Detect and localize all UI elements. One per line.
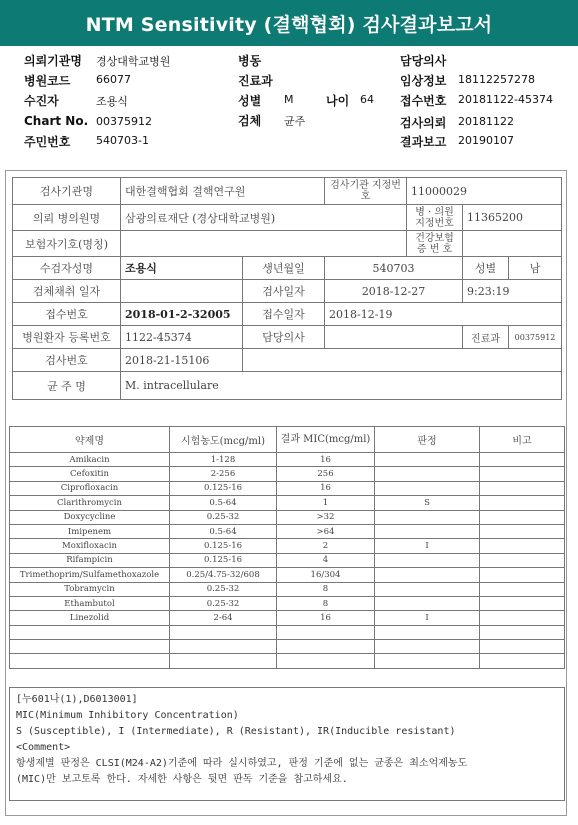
remark-cell [480, 539, 565, 553]
test-range-cell: 1-128 [170, 453, 277, 467]
department-label: 진료과 [238, 74, 273, 88]
lab-id-label: 검사기관 지정번호 [325, 178, 407, 205]
drug-name-cell [10, 640, 170, 654]
remark-cell [480, 453, 565, 467]
remark-cell [480, 553, 565, 567]
resident-no-label: 주민번호 [24, 135, 71, 149]
interpretation-cell [375, 640, 480, 654]
drug-name-cell: Trimethoprim/Sulfamethoxazole [10, 568, 170, 582]
table-row [10, 582, 565, 596]
header-row-4 [0, 114, 578, 132]
interpretation-cell [375, 467, 480, 481]
patient-registration-value: 1122-45374 [121, 326, 243, 349]
results-header-row [10, 427, 565, 453]
chart-no-value: 00375912 [96, 115, 152, 128]
birth-date-value: 540703 [325, 257, 463, 280]
table-row [10, 481, 565, 495]
receipt-date-label: 접수일자 [243, 303, 325, 326]
table-row [10, 553, 565, 567]
patient-registration-label: 병원환자 등록번호 [13, 326, 121, 349]
header-row-1 [0, 52, 578, 70]
note-legend: S (Susceptible), I (Intermediate), R (Resistant), IR(Inducible resistant) [16, 726, 456, 737]
collection-date-label: 검체채취 일자 [13, 280, 121, 303]
request-hospital-value: 삼광의료재단 (경상대학교병원) [121, 205, 407, 231]
doctor-label: 담당의사 [400, 54, 447, 68]
hospital-code-label: 병원코드 [24, 74, 71, 88]
mic-cell: >32 [277, 510, 375, 524]
resident-no-value: 540703-1 [96, 134, 149, 147]
clinical-info-value: 18112257278 [458, 73, 535, 86]
header-row-2 [0, 72, 578, 90]
remark-cell [480, 496, 565, 510]
interpretation-cell: I [375, 539, 480, 553]
report-date-label: 결과보고 [400, 135, 447, 149]
interpretation-cell [375, 582, 480, 596]
test-range-cell [170, 640, 277, 654]
scanned-report-sheet [5, 170, 567, 816]
age-label: 나이 [326, 94, 350, 108]
test-date-value: 2018-12-27 [325, 280, 463, 303]
patient-header [0, 52, 578, 152]
drug-name-cell: Clarithromycin [10, 496, 170, 510]
mic-cell [277, 625, 375, 639]
request-date-value: 20181122 [458, 115, 514, 128]
test-range-cell [170, 625, 277, 639]
table-row [10, 640, 565, 654]
hospital-value: 경상대학교병원 [96, 55, 171, 68]
mic-cell: 16 [277, 481, 375, 495]
note-code: [누601나(1),D6013001] [16, 694, 138, 705]
note-comment-line-1: 항생제별 판정은 CLSI(M24-A2)기준에 따라 실시하였고, 판정 기준에 없는 균종은 최소억제농도 [16, 758, 468, 769]
test-time-value: 9:23:19 [463, 280, 562, 303]
drug-name-cell [10, 654, 170, 668]
drug-name-cell: Doxycycline [10, 510, 170, 524]
note-mic-definition: MIC(Minimum Inhibitory Concentration) [16, 710, 239, 721]
interpretation-cell [375, 553, 480, 567]
table-row [10, 524, 565, 538]
species-label: 균 주 명 [13, 372, 121, 400]
test-no-label: 검사번호 [13, 349, 121, 372]
hospital-code-value: 66077 [96, 73, 131, 86]
remark-cell [480, 596, 565, 610]
hospital-id-value: 11365200 [463, 205, 562, 231]
sex-value-cell: 남 [509, 257, 562, 280]
mic-cell [277, 640, 375, 654]
patient-label: 수진자 [24, 94, 59, 108]
remark-cell [480, 611, 565, 625]
table-row [10, 539, 565, 553]
attending-doctor-label: 담당의사 [243, 326, 325, 349]
note-comment-heading: <Comment> [16, 742, 71, 753]
remark-cell [480, 640, 565, 654]
table-row [10, 568, 565, 582]
test-range-header: 시험농도(mcg/ml) [170, 427, 277, 453]
insurer-value [121, 231, 407, 257]
remark-cell [480, 467, 565, 481]
test-range-cell: 0.25-32 [170, 582, 277, 596]
test-date-label: 검사일자 [243, 280, 325, 303]
registration-no-value: 2018-01-2-32005 [121, 303, 243, 326]
drug-name-cell [10, 625, 170, 639]
test-range-cell [170, 654, 277, 668]
receipt-no-label: 접수번호 [400, 94, 447, 108]
mic-cell [277, 654, 375, 668]
specimen-label: 검체 [238, 114, 262, 128]
table-row [10, 611, 565, 625]
insurer-label: 보험자기호(명칭) [13, 231, 121, 257]
test-range-cell: 0.25-32 [170, 596, 277, 610]
table-row [10, 496, 565, 510]
remark-cell [480, 654, 565, 668]
results-body [10, 453, 565, 669]
interpretation-header: 판정 [375, 427, 480, 453]
test-no-value: 2018-21-15106 [121, 349, 243, 372]
remark-cell [480, 510, 565, 524]
lab-info-table [12, 177, 562, 400]
hospital-label: 의뢰기관명 [24, 54, 82, 68]
mic-cell: 2 [277, 539, 375, 553]
drug-name-cell: Imipenem [10, 524, 170, 538]
request-hospital-label: 의뢰 병의원명 [13, 205, 121, 231]
interpretation-cell: I [375, 611, 480, 625]
report-title: NTM Sensitivity (결핵협회) 검사결과보고서 [0, 0, 578, 46]
test-range-cell: 0.125-16 [170, 481, 277, 495]
department-value-cell: 00375912 [509, 326, 562, 349]
lab-name-value: 대한결핵협회 결핵연구원 [121, 178, 325, 205]
drug-header: 약제명 [10, 427, 170, 453]
mic-header: 결과 MIC(mcg/ml) [277, 427, 375, 453]
drug-name-cell: Linezolid [10, 611, 170, 625]
table-row [10, 625, 565, 639]
interpretation-cell [375, 568, 480, 582]
sex-label: 성별 [238, 94, 262, 108]
registration-no-label: 접수번호 [13, 303, 121, 326]
test-range-cell: 2-64 [170, 611, 277, 625]
drug-name-cell: Amikacin [10, 453, 170, 467]
drug-name-cell: Rifampicin [10, 553, 170, 567]
species-value: M. intracellulare [121, 372, 562, 400]
test-range-cell: 2-256 [170, 467, 277, 481]
chart-no-label: Chart No. [24, 114, 89, 128]
birth-date-label: 생년월일 [243, 257, 325, 280]
receipt-date-value: 2018-12-19 [325, 303, 562, 326]
remark-header: 비고 [480, 427, 565, 453]
patient-value: 조용식 [96, 95, 128, 108]
comment-box [9, 687, 565, 801]
mic-cell: 16 [277, 611, 375, 625]
test-range-cell: 0.125-16 [170, 539, 277, 553]
collection-date-value [121, 280, 243, 303]
header-row-5 [0, 133, 578, 151]
mic-cell: 16/304 [277, 568, 375, 582]
drug-name-cell: Ciprofloxacin [10, 481, 170, 495]
remark-cell [480, 582, 565, 596]
drug-name-cell: Ethambutol [10, 596, 170, 610]
mic-cell: >64 [277, 524, 375, 538]
examinee-name-value: 조용식 [121, 257, 243, 280]
interpretation-cell [375, 596, 480, 610]
test-range-cell: 0.25/4.75-32/608 [170, 568, 277, 582]
sex-label-cell: 성별 [463, 257, 509, 280]
drug-name-cell: Moxifloxacin [10, 539, 170, 553]
susceptibility-table [9, 426, 565, 669]
drug-name-cell: Cefoxitin [10, 467, 170, 481]
table-row [10, 596, 565, 610]
mic-cell: 4 [277, 553, 375, 567]
receipt-no-value: 20181122-45374 [458, 93, 553, 106]
attending-doctor-value [325, 326, 463, 349]
department-label-cell: 진료과 [463, 326, 509, 349]
test-range-cell: 0.5-64 [170, 496, 277, 510]
age-value: 64 [360, 93, 374, 106]
remark-cell [480, 524, 565, 538]
remark-cell [480, 625, 565, 639]
test-range-cell: 0.125-16 [170, 553, 277, 567]
test-range-cell: 0.5-64 [170, 524, 277, 538]
remark-cell [480, 568, 565, 582]
remark-cell [480, 481, 565, 495]
table-row [10, 467, 565, 481]
lab-name-label: 검사기관명 [13, 178, 121, 205]
report-date-value: 20190107 [458, 134, 514, 147]
specimen-value: 균주 [284, 115, 306, 128]
interpretation-cell: S [375, 496, 480, 510]
table-row [10, 654, 565, 668]
hospital-id-label: 병 · 의원 지정번호 [407, 205, 463, 231]
sex-value: M [284, 93, 294, 106]
table-row [10, 510, 565, 524]
interpretation-cell [375, 625, 480, 639]
test-no-blank [243, 349, 562, 372]
interpretation-cell [375, 654, 480, 668]
test-range-cell: 0.25-32 [170, 510, 277, 524]
table-row [10, 453, 565, 467]
mic-cell: 256 [277, 467, 375, 481]
interpretation-cell [375, 524, 480, 538]
health-insurance-value [463, 231, 562, 257]
lab-id-value: 11000029 [407, 178, 562, 205]
header-row-3 [0, 92, 578, 110]
ward-label: 병동 [238, 54, 262, 68]
mic-cell: 16 [277, 453, 375, 467]
mic-cell: 8 [277, 582, 375, 596]
request-date-label: 검사의뢰 [400, 116, 447, 130]
note-comment-line-2: (MIC)만 보고토록 한다. 자세한 사항은 뒷면 판독 기준을 참고하세요. [16, 774, 348, 785]
interpretation-cell [375, 510, 480, 524]
mic-cell: 1 [277, 496, 375, 510]
health-insurance-label: 건강보험 증 번 호 [407, 231, 463, 257]
clinical-info-label: 임상정보 [400, 74, 447, 88]
interpretation-cell [375, 453, 480, 467]
examinee-name-label: 수검자성명 [13, 257, 121, 280]
mic-cell: 8 [277, 596, 375, 610]
interpretation-cell [375, 481, 480, 495]
drug-name-cell: Tobramycin [10, 582, 170, 596]
